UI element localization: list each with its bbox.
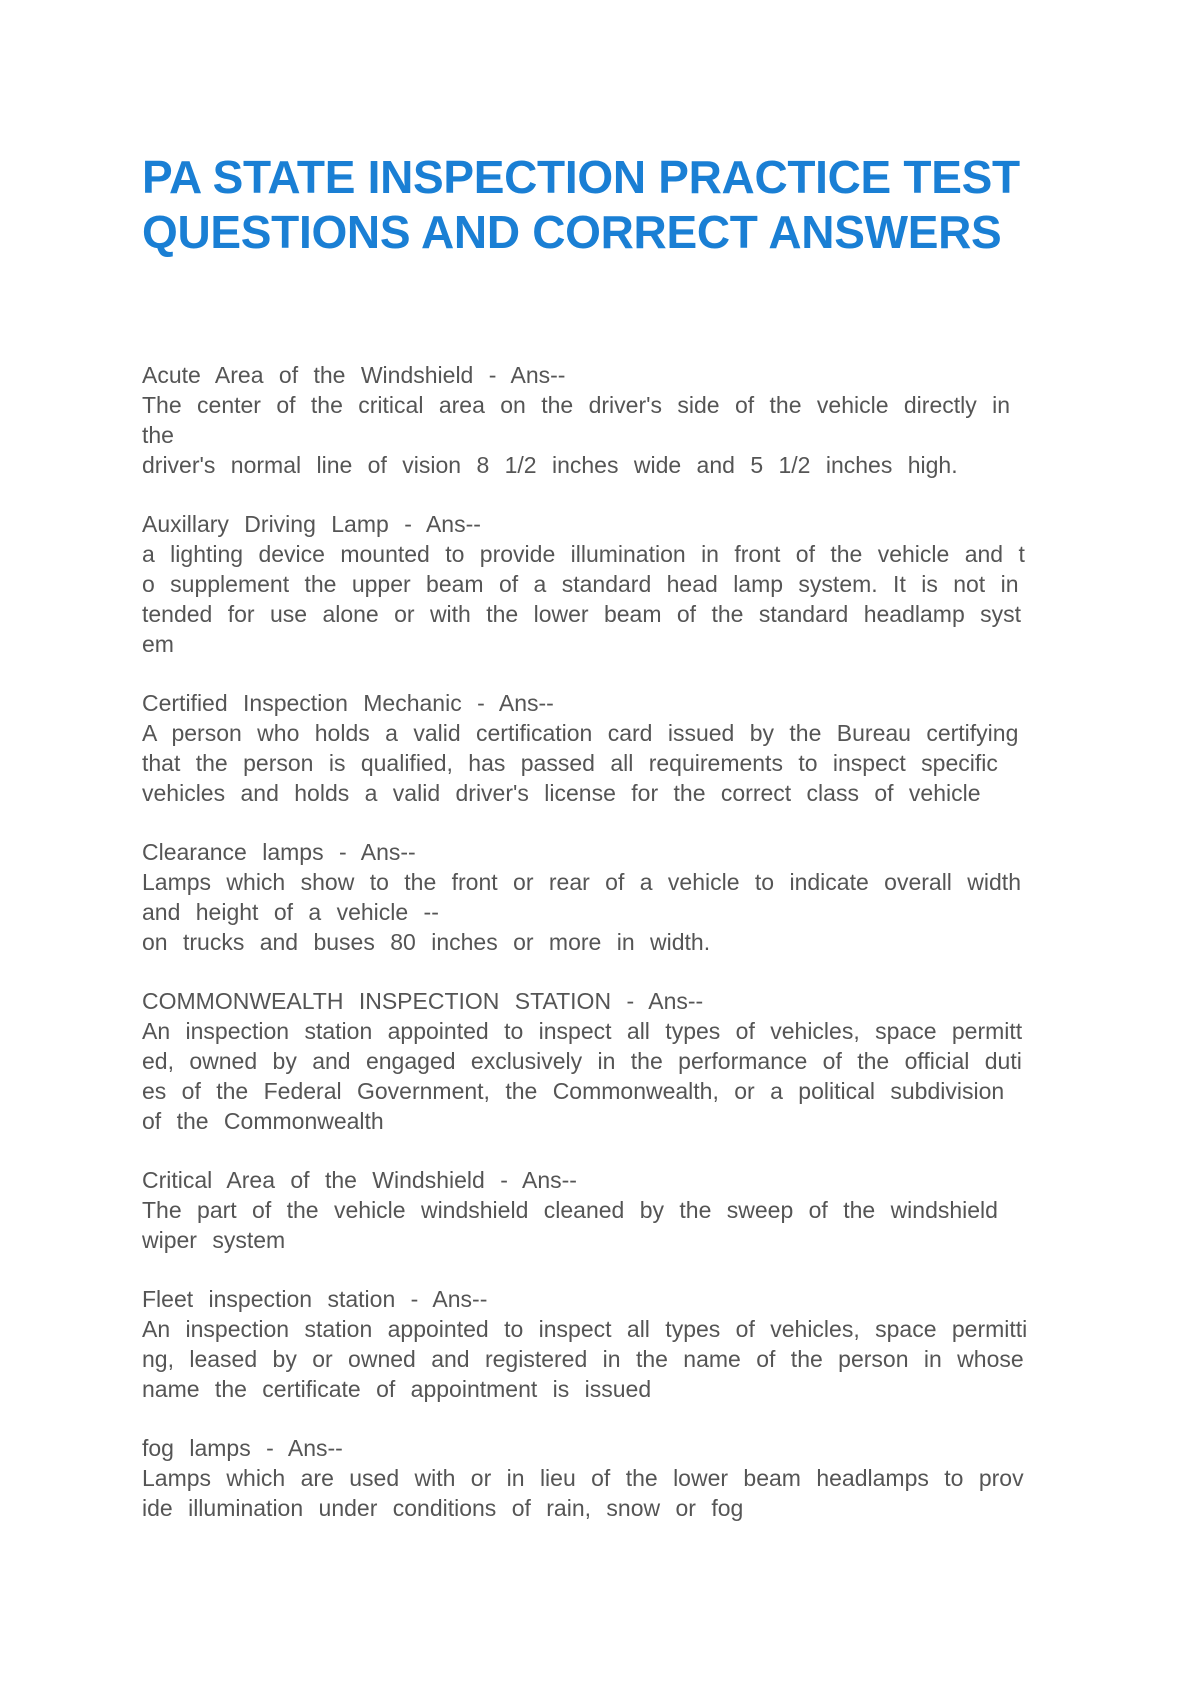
entry-term: COMMONWEALTH INSPECTION STATION - Ans-- [142,988,704,1014]
qa-entry-acute-area [142,360,1062,480]
title-line-1: PA STATE INSPECTION PRACTICE TEST [142,151,1020,203]
entry-answer-line: The center of the critical area on the driver's side of the vehicle directly in [142,392,1011,418]
entry-answer-line: the [142,422,174,448]
entry-answer-line: em [142,631,174,657]
entry-answer-line: of the Commonwealth [142,1108,384,1134]
entry-term: Certified Inspection Mechanic - Ans-- [142,690,554,716]
qa-entry-fleet-inspection-station [142,1284,1062,1404]
entry-answer-line: ng, leased by or owned and registered in the name of the person in whose [142,1346,1024,1372]
qa-entry-clearance-lamps [142,837,1062,957]
entry-answer-line: and height of a vehicle -- [142,899,439,925]
entry-answer-line: An inspection station appointed to inspect all types of vehicles, space permitti [142,1316,1028,1342]
entry-answer-line: ide illumination under conditions of rain, snow or fog [142,1495,744,1521]
entry-answer-line: vehicles and holds a valid driver's license for the correct class of vehicle [142,780,981,806]
entry-answer-line: a lighting device mounted to provide illumination in front of the vehicle and t [142,541,1025,567]
entry-answer-line: driver's normal line of vision 8 1/2 inches wide and 5 1/2 inches high. [142,452,958,478]
entry-answer-line: Lamps which are used with or in lieu of the lower beam headlamps to prov [142,1465,1024,1491]
entry-answer-line: ed, owned by and engaged exclusively in the performance of the official duti [142,1048,1022,1074]
qa-entry-certified-inspection-mechanic [142,688,1062,808]
entry-answer-line: that the person is qualified, has passed all requirements to inspect specific [142,750,998,776]
document-page [142,150,1062,1552]
entry-answer-line: Lamps which show to the front or rear of a vehicle to indicate overall width [142,869,1021,895]
document-title [142,150,1062,260]
entry-term: fog lamps - Ans-- [142,1435,343,1461]
entry-answer-line: on trucks and buses 80 inches or more in width. [142,929,711,955]
entry-answer-line: The part of the vehicle windshield cleaned by the sweep of the windshield [142,1197,998,1223]
qa-entry-critical-area [142,1165,1062,1255]
entry-answer-line: o supplement the upper beam of a standard head lamp system. It is not in [142,571,1019,597]
qa-entry-commonwealth-inspection-station [142,986,1062,1136]
qa-entry-fog-lamps [142,1433,1062,1523]
entry-term: Clearance lamps - Ans-- [142,839,416,865]
qa-entry-auxillary-driving-lamp [142,509,1062,659]
entry-term: Auxillary Driving Lamp - Ans-- [142,511,481,537]
entry-answer-line: A person who holds a valid certification card issued by the Bureau certifying [142,720,1019,746]
entry-term: Critical Area of the Windshield - Ans-- [142,1167,577,1193]
entry-answer-line: wiper system [142,1227,286,1253]
entry-term: Fleet inspection station - Ans-- [142,1286,488,1312]
entry-answer-line: tended for use alone or with the lower beam of the standard headlamp syst [142,601,1022,627]
title-line-2: QUESTIONS AND CORRECT ANSWERS [142,206,1002,258]
entry-term: Acute Area of the Windshield - Ans-- [142,362,566,388]
entry-answer-line: es of the Federal Government, the Commonwealth, or a political subdivision [142,1078,1005,1104]
entry-answer-line: An inspection station appointed to inspect all types of vehicles, space permitt [142,1018,1023,1044]
entry-answer-line: name the certificate of appointment is issued [142,1376,652,1402]
qa-list [142,360,1062,1523]
